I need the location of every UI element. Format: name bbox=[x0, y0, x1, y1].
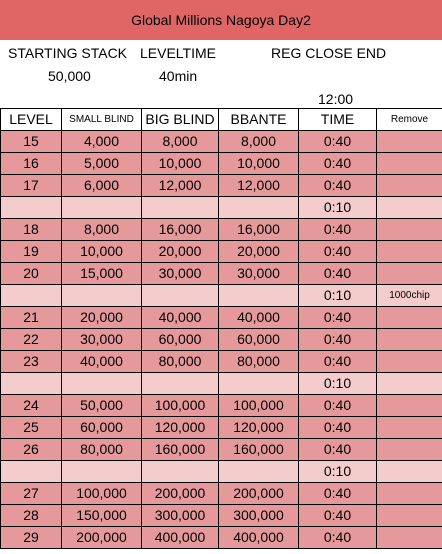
header-small-blind: SMALL BLIND bbox=[62, 109, 142, 131]
big-blind-cell: 100,000 bbox=[142, 395, 219, 417]
level-cell: 18 bbox=[1, 219, 62, 241]
time-cell: 0:40 bbox=[299, 439, 377, 461]
remove-cell: 1000chip bbox=[377, 285, 442, 307]
remove-cell bbox=[377, 131, 442, 153]
big-blind-cell: 400,000 bbox=[142, 527, 219, 549]
remove-cell bbox=[377, 439, 442, 461]
small-blind-cell: 5,000 bbox=[62, 153, 142, 175]
time-cell: 0:10 bbox=[299, 373, 377, 395]
remove-cell bbox=[377, 263, 442, 285]
small-blind-cell: 100,000 bbox=[62, 483, 142, 505]
time-cell: 0:10 bbox=[299, 197, 377, 219]
remove-cell bbox=[377, 153, 442, 175]
starting-stack-label: STARTING STACK bbox=[8, 45, 128, 61]
level-cell: 15 bbox=[1, 131, 62, 153]
remove-cell bbox=[377, 527, 442, 549]
time-cell: 0:40 bbox=[299, 153, 377, 175]
bbante-cell: 80,000 bbox=[219, 351, 299, 373]
bbante-cell: 20,000 bbox=[219, 241, 299, 263]
level-cell: 25 bbox=[1, 417, 62, 439]
big-blind-cell: 80,000 bbox=[142, 351, 219, 373]
level-cell: 23 bbox=[1, 351, 62, 373]
time-cell: 0:40 bbox=[299, 527, 377, 549]
header-remove: Remove bbox=[377, 109, 442, 131]
table-row bbox=[1, 263, 442, 285]
bbante-cell bbox=[219, 461, 299, 483]
table-row bbox=[1, 395, 442, 417]
blind-structure-table bbox=[0, 108, 442, 549]
big-blind-cell: 300,000 bbox=[142, 505, 219, 527]
time-cell: 0:40 bbox=[299, 505, 377, 527]
starting-stack-value: 50,000 bbox=[48, 68, 91, 84]
bbante-cell: 12,000 bbox=[219, 175, 299, 197]
level-cell: 22 bbox=[1, 329, 62, 351]
small-blind-cell: 60,000 bbox=[62, 417, 142, 439]
time-cell: 0:40 bbox=[299, 175, 377, 197]
time-cell: 0:10 bbox=[299, 461, 377, 483]
time-cell: 0:40 bbox=[299, 483, 377, 505]
big-blind-cell: 8,000 bbox=[142, 131, 219, 153]
small-blind-cell: 30,000 bbox=[62, 329, 142, 351]
level-cell: 29 bbox=[1, 527, 62, 549]
remove-cell bbox=[377, 329, 442, 351]
time-cell: 0:40 bbox=[299, 131, 377, 153]
small-blind-cell: 50,000 bbox=[62, 395, 142, 417]
time-cell: 0:40 bbox=[299, 241, 377, 263]
table-row bbox=[1, 439, 442, 461]
bbante-cell: 60,000 bbox=[219, 329, 299, 351]
remove-cell bbox=[377, 197, 442, 219]
level-cell bbox=[1, 373, 62, 395]
break-row bbox=[1, 461, 442, 483]
time-cell: 0:40 bbox=[299, 307, 377, 329]
small-blind-cell bbox=[62, 461, 142, 483]
remove-cell bbox=[377, 241, 442, 263]
reg-close-value: 12:00 bbox=[318, 91, 354, 107]
bbante-cell: 10,000 bbox=[219, 153, 299, 175]
small-blind-cell: 15,000 bbox=[62, 263, 142, 285]
small-blind-cell bbox=[62, 373, 142, 395]
time-cell: 0:10 bbox=[299, 285, 377, 307]
small-blind-cell: 200,000 bbox=[62, 527, 142, 549]
big-blind-cell: 20,000 bbox=[142, 241, 219, 263]
remove-cell bbox=[377, 505, 442, 527]
table-row bbox=[1, 153, 442, 175]
big-blind-cell: 160,000 bbox=[142, 439, 219, 461]
remove-cell bbox=[377, 483, 442, 505]
table-row bbox=[1, 131, 442, 153]
big-blind-cell bbox=[142, 197, 219, 219]
table-row bbox=[1, 175, 442, 197]
time-cell: 0:40 bbox=[299, 329, 377, 351]
table-row bbox=[1, 417, 442, 439]
table-row bbox=[1, 505, 442, 527]
level-cell: 21 bbox=[1, 307, 62, 329]
remove-cell bbox=[377, 175, 442, 197]
header-level: LEVEL bbox=[1, 109, 62, 131]
level-cell: 24 bbox=[1, 395, 62, 417]
bbante-cell: 200,000 bbox=[219, 483, 299, 505]
bbante-cell: 400,000 bbox=[219, 527, 299, 549]
bbante-cell: 40,000 bbox=[219, 307, 299, 329]
header-time: TIME bbox=[299, 109, 377, 131]
table-row bbox=[1, 329, 442, 351]
time-cell: 0:40 bbox=[299, 351, 377, 373]
leveltime-value: 40min bbox=[159, 68, 198, 84]
big-blind-cell: 200,000 bbox=[142, 483, 219, 505]
bbante-cell bbox=[219, 373, 299, 395]
level-cell: 26 bbox=[1, 439, 62, 461]
big-blind-cell bbox=[142, 285, 219, 307]
bbante-cell: 160,000 bbox=[219, 439, 299, 461]
remove-cell bbox=[377, 395, 442, 417]
table-row bbox=[1, 307, 442, 329]
table-header-row bbox=[1, 109, 442, 131]
tournament-info bbox=[0, 40, 442, 108]
bbante-cell bbox=[219, 285, 299, 307]
break-row bbox=[1, 373, 442, 395]
break-row bbox=[1, 285, 442, 307]
remove-cell bbox=[377, 417, 442, 439]
small-blind-cell: 40,000 bbox=[62, 351, 142, 373]
level-cell bbox=[1, 285, 62, 307]
table-row bbox=[1, 241, 442, 263]
remove-cell bbox=[377, 351, 442, 373]
header-bbante: BBANTE bbox=[219, 109, 299, 131]
remove-cell bbox=[377, 373, 442, 395]
bbante-cell: 300,000 bbox=[219, 505, 299, 527]
big-blind-cell: 40,000 bbox=[142, 307, 219, 329]
leveltime-label: LEVELTIME bbox=[140, 45, 216, 61]
level-cell: 27 bbox=[1, 483, 62, 505]
time-cell: 0:40 bbox=[299, 263, 377, 285]
table-row bbox=[1, 483, 442, 505]
big-blind-cell: 12,000 bbox=[142, 175, 219, 197]
big-blind-cell bbox=[142, 461, 219, 483]
big-blind-cell: 120,000 bbox=[142, 417, 219, 439]
big-blind-cell: 30,000 bbox=[142, 263, 219, 285]
big-blind-cell: 16,000 bbox=[142, 219, 219, 241]
table-row bbox=[1, 527, 442, 549]
small-blind-cell bbox=[62, 197, 142, 219]
bbante-cell: 8,000 bbox=[219, 131, 299, 153]
level-cell bbox=[1, 197, 62, 219]
level-cell: 16 bbox=[1, 153, 62, 175]
time-cell: 0:40 bbox=[299, 219, 377, 241]
small-blind-cell: 8,000 bbox=[62, 219, 142, 241]
time-cell: 0:40 bbox=[299, 395, 377, 417]
small-blind-cell bbox=[62, 285, 142, 307]
big-blind-cell bbox=[142, 373, 219, 395]
remove-cell bbox=[377, 219, 442, 241]
level-cell: 28 bbox=[1, 505, 62, 527]
bbante-cell: 120,000 bbox=[219, 417, 299, 439]
remove-cell bbox=[377, 461, 442, 483]
bbante-cell: 100,000 bbox=[219, 395, 299, 417]
bbante-cell: 16,000 bbox=[219, 219, 299, 241]
bbante-cell: 30,000 bbox=[219, 263, 299, 285]
table-row bbox=[1, 351, 442, 373]
level-cell: 17 bbox=[1, 175, 62, 197]
small-blind-cell: 20,000 bbox=[62, 307, 142, 329]
big-blind-cell: 60,000 bbox=[142, 329, 219, 351]
small-blind-cell: 6,000 bbox=[62, 175, 142, 197]
big-blind-cell: 10,000 bbox=[142, 153, 219, 175]
level-cell: 19 bbox=[1, 241, 62, 263]
table-row bbox=[1, 219, 442, 241]
remove-cell bbox=[377, 307, 442, 329]
small-blind-cell: 10,000 bbox=[62, 241, 142, 263]
reg-close-label: REG CLOSE END bbox=[271, 45, 387, 61]
time-cell: 0:40 bbox=[299, 417, 377, 439]
level-cell bbox=[1, 461, 62, 483]
small-blind-cell: 80,000 bbox=[62, 439, 142, 461]
header-big-blind: BIG BLIND bbox=[142, 109, 219, 131]
bbante-cell bbox=[219, 197, 299, 219]
level-cell: 20 bbox=[1, 263, 62, 285]
small-blind-cell: 150,000 bbox=[62, 505, 142, 527]
sheet-title: Global Millions Nagoya Day2 bbox=[0, 0, 442, 40]
small-blind-cell: 4,000 bbox=[62, 131, 142, 153]
break-row bbox=[1, 197, 442, 219]
